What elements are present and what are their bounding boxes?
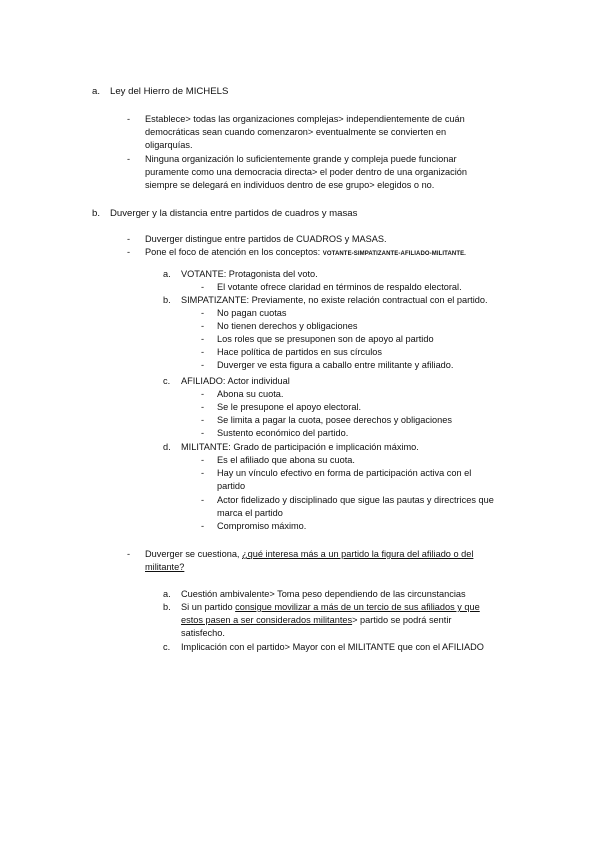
sub-dash: - xyxy=(201,468,205,478)
bullet-dash: - xyxy=(127,114,131,124)
bullet-dash: - xyxy=(127,154,131,164)
sub-dash: - xyxy=(201,455,205,465)
answer-text xyxy=(181,614,451,627)
sub-dash: - xyxy=(201,282,205,292)
sub-item: No pagan cuotas xyxy=(217,308,287,318)
sub-item-continued: partido xyxy=(217,481,246,491)
bullet-text: Ninguna organización lo suficientemente grande y compleja puede funcionar xyxy=(145,154,457,164)
sub-item: Se limita a pagar la cuota, posee derechos y obligaciones xyxy=(217,415,452,425)
sub-item-continued: marca el partido xyxy=(217,508,283,518)
sub-dash: - xyxy=(201,389,205,399)
concept-militante: MILITANTE: Grado de participación e implicación máximo. xyxy=(181,442,419,452)
bullet-text: puramente como una democracia directa> el poder dentro de una organización xyxy=(145,167,468,177)
sub-item: Los roles que se presuponen son de apoyo al partido xyxy=(217,334,434,344)
sub-dash: - xyxy=(201,415,205,425)
sub-dash: - xyxy=(201,521,205,531)
bullet-dash: - xyxy=(127,549,131,559)
bullet-text: siempre se delegará en individuos dentro de ese grupo> elegidos o no. xyxy=(145,180,435,190)
sub-item: No tienen derechos y obligaciones xyxy=(217,321,358,331)
answer-underlined: estos pasen a ser considerados militantes xyxy=(181,615,353,625)
answer-text xyxy=(181,601,480,614)
bullet-dash: - xyxy=(127,247,131,257)
bullet-dash: - xyxy=(127,234,131,244)
concept-simpatizante: SIMPATIZANTE: Previamente, no existe relación contractual con el partido. xyxy=(181,295,488,305)
concept-afiliado: AFILIADO: Actor individual xyxy=(181,376,290,386)
concept-marker: a. xyxy=(163,269,171,279)
bullet-text: Duverger distingue entre partidos de CUADROS y MASAS. xyxy=(145,234,387,244)
concept-marker: c. xyxy=(163,376,171,386)
sub-dash: - xyxy=(201,334,205,344)
question-line1 xyxy=(145,548,473,561)
sub-dash: - xyxy=(201,308,205,318)
sub-dash: - xyxy=(201,402,205,412)
sub-item: Actor fidelizado y disciplinado que sigue las pautas y directrices que xyxy=(217,495,494,505)
sub-item: Hay un vínculo efectivo en forma de participación activa con el xyxy=(217,468,472,478)
sub-item: El votante ofrece claridad en términos de respaldo electoral. xyxy=(217,282,462,292)
bullet-text: oligarquías. xyxy=(145,140,193,150)
bullet-text-main: Pone el foco de atención en los conceptos: xyxy=(145,247,323,257)
sub-item: Es el afiliado que abona su cuota. xyxy=(217,455,355,465)
answer-post: > partido se podrá sentir xyxy=(352,615,452,625)
sub-item: Compromiso máximo. xyxy=(217,521,307,531)
concepts-list-small: VOTANTE-SIMPATIZANTE-AFILIADO-MILITANTE. xyxy=(322,251,466,257)
answer-pre: Si un partido xyxy=(181,602,236,612)
sub-item: Duverger ve esta figura a caballo entre militante y afiliado. xyxy=(217,360,454,370)
answer-marker: c. xyxy=(163,642,171,652)
sub-dash: - xyxy=(201,347,205,357)
bullet-text xyxy=(145,246,466,261)
sub-item: Sustento económico del partido. xyxy=(217,428,349,438)
answer-text: Implicación con el partido> Mayor con el MILITANTE que con el AFILIADO xyxy=(181,642,484,652)
sub-dash: - xyxy=(201,360,205,370)
bullet-text: democráticas sean cuando comenzaron> eventualmente se convierten en xyxy=(145,127,447,137)
sub-item: Hace política de partidos en sus círculos xyxy=(217,347,382,357)
section-a-title: Ley del Hierro de MICHELS xyxy=(110,86,229,97)
answer-underlined: consigue movilizar a más de un tercio de sus afiliados y que xyxy=(235,602,480,612)
answer-marker: a. xyxy=(163,589,171,599)
section-a-marker: a. xyxy=(92,86,101,97)
sub-dash: - xyxy=(201,321,205,331)
concept-marker: d. xyxy=(163,442,171,452)
sub-dash: - xyxy=(201,428,205,438)
answer-text: satisfecho. xyxy=(181,628,225,638)
answer-marker: b. xyxy=(163,602,171,612)
question-line2: militante? xyxy=(145,562,185,572)
question-underlined: ¿qué interesa más a un partido la figura del afiliado o del xyxy=(242,549,474,559)
sub-item: Se le presupone el apoyo electoral. xyxy=(217,402,362,412)
bullet-text: Establece> todas las organizaciones complejas> independientemente de cuán xyxy=(145,114,465,124)
section-b-title: Duverger y la distancia entre partidos de cuadros y masas xyxy=(110,208,358,219)
question-prefix: Duverger se cuestiona, xyxy=(145,549,243,559)
section-b-marker: b. xyxy=(92,208,101,219)
concept-votante: VOTANTE: Protagonista del voto. xyxy=(181,269,318,279)
concept-marker: b. xyxy=(163,295,171,305)
sub-item: Abona su cuota. xyxy=(217,389,284,399)
answer-text: Cuestión ambivalente> Toma peso dependiendo de las circunstancias xyxy=(181,589,466,599)
sub-dash: - xyxy=(201,495,205,505)
